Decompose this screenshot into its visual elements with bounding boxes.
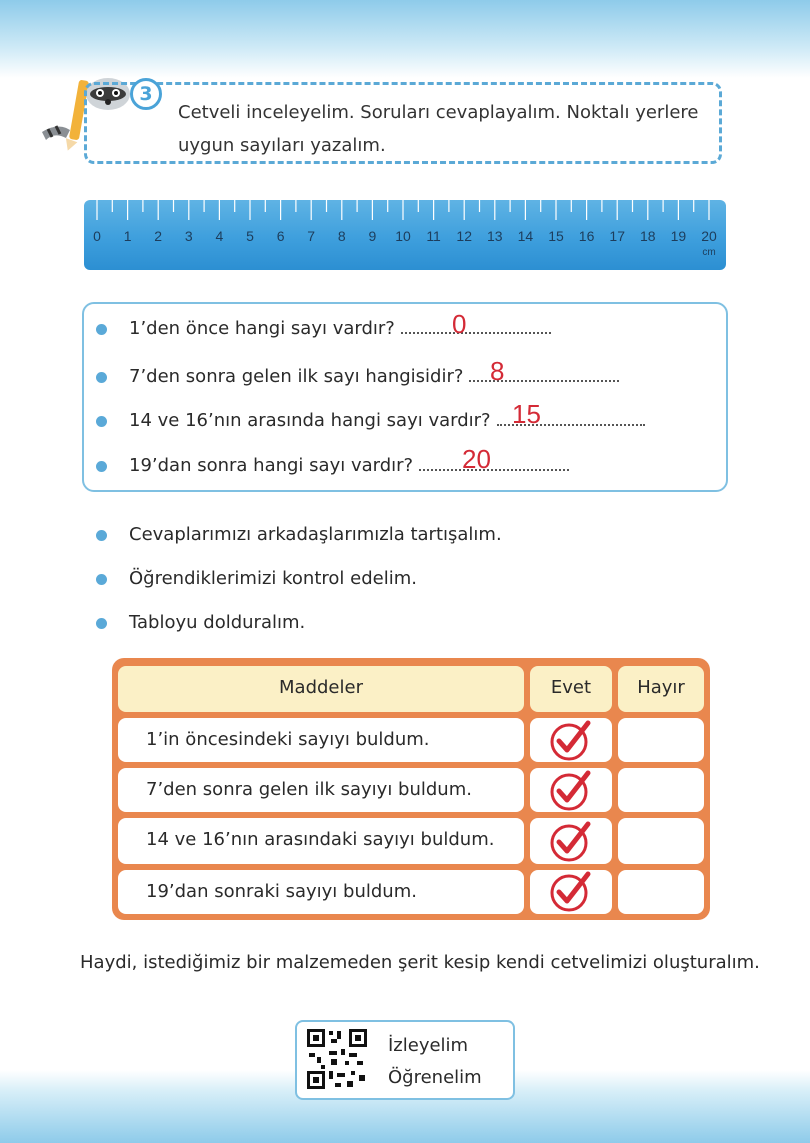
table-row-item-4: 19’dan sonraki sayıyı buldum. <box>118 870 524 914</box>
answer-2: 8 <box>490 356 505 386</box>
instruction-text <box>178 96 718 162</box>
checkmark-icon <box>548 719 592 763</box>
answer-blank-4[interactable] <box>419 455 569 471</box>
qr-label-line-2: Öğrenelim <box>388 1067 482 1088</box>
header-no: Hayır <box>618 666 704 712</box>
ruler-label: 10 <box>395 228 411 244</box>
ruler-label: 7 <box>307 228 316 244</box>
ruler-label: 0 <box>93 228 101 244</box>
table-row-item-2: 7’den sonra gelen ilk sayıyı buldum. <box>118 768 524 812</box>
no-cell-3[interactable] <box>618 818 704 864</box>
bullet-dot <box>96 618 107 629</box>
answer-4: 20 <box>462 444 491 474</box>
ruler-label: 20 <box>701 228 717 244</box>
question-row-2: 7’den sonra gelen ilk sayı hangisidir? <box>96 366 619 387</box>
closing-instruction: Haydi, istediğimiz bir malzemeden şerit kesip kendi cetvelimizi oluşturalım. <box>80 952 760 973</box>
instruction-line-2: uygun sayıları yazalım. <box>178 135 386 156</box>
bullet-dot <box>96 574 107 585</box>
ruler-unit: cm <box>702 247 716 258</box>
checkmark-icon <box>548 870 592 914</box>
ruler-label: 11 <box>426 228 441 244</box>
table-row-item-3: 14 ve 16’nın arasındaki sayıyı buldum. <box>118 818 524 864</box>
bullet-dot <box>96 461 107 472</box>
instruction-line-1: Cetveli inceleyelim. Soruları cevaplayalım. Noktalı yerlere <box>178 102 699 123</box>
ruler-label: 2 <box>154 228 163 244</box>
ruler-label: 13 <box>487 228 503 244</box>
answer-3: 15 <box>512 399 541 429</box>
ruler-image <box>84 200 726 270</box>
answer-blank-1[interactable] <box>401 318 551 334</box>
ruler-scale <box>84 200 726 270</box>
ruler-label: 5 <box>246 228 254 244</box>
ruler-label: 6 <box>276 228 285 244</box>
no-cell-1[interactable] <box>618 718 704 762</box>
ruler-label: 19 <box>670 228 687 244</box>
top-decorative-band <box>0 0 810 78</box>
ruler-label: 18 <box>640 228 656 244</box>
ruler-label: 17 <box>609 228 625 244</box>
bullet-discuss: Cevaplarımızı arkadaşlarımızla tartışalım. <box>96 524 502 545</box>
answer-1: 0 <box>452 309 467 339</box>
ruler-label: 9 <box>368 228 377 244</box>
question-row-3: 14 ve 16’nın arasında hangi sayı vardır? <box>96 410 645 431</box>
bullet-table: Tabloyu dolduralım. <box>96 612 305 633</box>
header-items: Maddeler <box>118 666 524 712</box>
question-row-1: 1’den önce hangi sayı vardır? <box>96 318 551 339</box>
checkmark-icon <box>548 820 592 864</box>
qr-label-line-1: İzleyelim <box>388 1035 469 1056</box>
ruler-label: 15 <box>548 228 564 244</box>
table-row-item-1: 1’in öncesindeki sayıyı buldum. <box>118 718 524 762</box>
ruler-label: 4 <box>215 228 224 244</box>
qr-code-icon[interactable] <box>305 1027 369 1091</box>
bullet-dot <box>96 372 107 383</box>
ruler-label: 14 <box>517 228 534 244</box>
checkmark-icon <box>548 769 592 813</box>
ruler-label: 3 <box>184 228 193 244</box>
ruler-label: 8 <box>337 228 346 244</box>
qr-label <box>388 1030 482 1094</box>
bullet-check: Öğrendiklerimizi kontrol edelim. <box>96 568 417 589</box>
question-row-4: 19’dan sonra hangi sayı vardır? <box>96 455 569 476</box>
bullet-dot <box>96 530 107 541</box>
no-cell-4[interactable] <box>618 870 704 914</box>
bullet-dot <box>96 324 107 335</box>
ruler-label: 1 <box>123 228 132 244</box>
ruler-label: 12 <box>456 228 472 244</box>
activity-number-badge: 3 <box>130 78 162 110</box>
header-yes: Evet <box>530 666 612 712</box>
bullet-dot <box>96 416 107 427</box>
no-cell-2[interactable] <box>618 768 704 812</box>
ruler-label: 16 <box>578 228 595 244</box>
